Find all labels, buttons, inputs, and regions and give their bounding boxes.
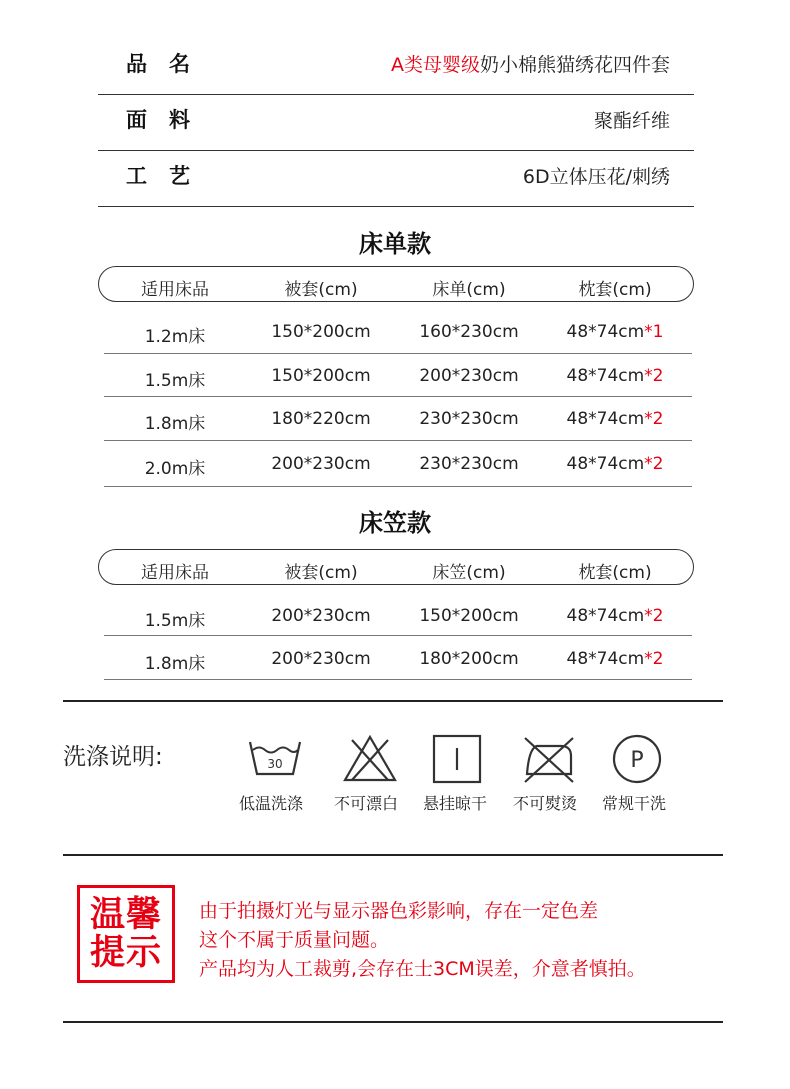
column-header: 适用床品 xyxy=(141,563,209,583)
spec-label: 面料 xyxy=(126,108,212,132)
table-cell xyxy=(540,649,690,669)
row-divider xyxy=(104,679,692,680)
care-text-wash: 低温洗涤 xyxy=(238,794,303,813)
no-bleach-icon xyxy=(342,734,398,784)
spec-label: 品名 xyxy=(126,52,212,76)
row-divider xyxy=(104,396,692,397)
table-cell: 230*230cm xyxy=(419,454,519,474)
column-header: 适用床品 xyxy=(141,280,209,300)
care-text-bleach: 不可漂白 xyxy=(333,794,398,813)
care-text-dryclean: 常规干洗 xyxy=(601,794,666,813)
table-cell: 1.5m床 xyxy=(144,371,206,391)
care-label: 洗涤说明: xyxy=(63,744,163,770)
wash-temp: 30 xyxy=(267,757,283,771)
spec-row-name xyxy=(98,38,694,95)
pillow-qty: *2 xyxy=(644,606,664,626)
product-name: 奶小棉熊猫绣花四件套 xyxy=(479,54,670,76)
column-header: 被套(cm) xyxy=(284,280,358,300)
no-iron-icon xyxy=(521,734,577,784)
spec-value: 6D立体压花/刺绣 xyxy=(522,166,670,188)
pillow-size: 48*74cm xyxy=(566,322,645,342)
pillow-size: 48*74cm xyxy=(566,606,645,626)
section-divider xyxy=(63,854,723,856)
pillow-size: 48*74cm xyxy=(566,366,645,386)
spec-value: 聚酯纤维 xyxy=(593,110,670,132)
table-cell: 230*230cm xyxy=(419,409,519,429)
table-cell xyxy=(540,409,690,429)
section-title-fitted: 床笠款 xyxy=(359,509,431,537)
notice-line: 这个不属于质量问题。 xyxy=(199,929,390,951)
table-cell: 180*200cm xyxy=(419,649,519,669)
spec-row-craft xyxy=(98,150,694,207)
pillow-size: 48*74cm xyxy=(566,454,645,474)
table-cell: 1.8m床 xyxy=(144,654,206,674)
spec-value xyxy=(391,50,670,77)
table-cell xyxy=(540,322,690,342)
pillow-qty: *2 xyxy=(644,366,664,386)
wash-30-icon xyxy=(247,734,303,784)
pillow-qty: *2 xyxy=(644,409,664,429)
row-divider xyxy=(104,486,692,487)
care-text-iron: 不可熨烫 xyxy=(512,794,577,813)
pillow-qty: *1 xyxy=(644,322,664,342)
table-cell xyxy=(540,366,690,386)
table-cell: 150*200cm xyxy=(271,366,371,386)
row-divider xyxy=(104,440,692,441)
table-cell: 180*220cm xyxy=(271,409,371,429)
table-cell: 200*230cm xyxy=(271,649,371,669)
row-divider xyxy=(104,353,692,354)
dry-clean-letter: P xyxy=(630,748,644,773)
table-cell: 150*200cm xyxy=(271,322,371,342)
pillow-qty: *2 xyxy=(644,649,664,669)
notice-badge xyxy=(77,885,175,983)
table-cell: 200*230cm xyxy=(271,606,371,626)
dry-clean-icon xyxy=(609,734,665,784)
table-cell: 150*200cm xyxy=(419,606,519,626)
table-cell xyxy=(540,606,690,626)
table-cell xyxy=(540,454,690,474)
column-header: 枕套(cm) xyxy=(578,563,652,583)
table-cell: 200*230cm xyxy=(271,454,371,474)
grade-highlight: A类母婴级 xyxy=(390,54,480,76)
spec-label: 工艺 xyxy=(126,164,212,188)
table-cell: 1.2m床 xyxy=(144,327,206,347)
pillow-size: 48*74cm xyxy=(566,649,645,669)
notice-line: 产品均为人工裁剪,会存在士3CM误差，介意者慎拍。 xyxy=(199,958,646,980)
care-text-dry: 悬挂晾干 xyxy=(422,794,487,813)
table-cell: 160*230cm xyxy=(419,322,519,342)
section-divider xyxy=(63,1021,723,1023)
column-header: 被套(cm) xyxy=(284,563,358,583)
table-cell: 1.8m床 xyxy=(144,414,206,434)
pillow-qty: *2 xyxy=(644,454,664,474)
table-cell: 200*230cm xyxy=(419,366,519,386)
section-title-sheet: 床单款 xyxy=(359,230,431,258)
column-header: 床笠(cm) xyxy=(432,563,506,583)
column-header: 床单(cm) xyxy=(432,280,506,300)
notice-line: 由于拍摄灯光与显示器色彩影响，存在一定色差 xyxy=(199,900,599,922)
spec-row-fabric xyxy=(98,94,694,151)
notice-badge-line2: 提示 xyxy=(89,933,162,973)
table-cell: 2.0m床 xyxy=(144,459,206,479)
column-header: 枕套(cm) xyxy=(578,280,652,300)
table-cell: 1.5m床 xyxy=(144,611,206,631)
notice-badge-line1: 温馨 xyxy=(89,895,162,935)
hang-dry-icon xyxy=(430,734,486,784)
pillow-size: 48*74cm xyxy=(566,409,645,429)
row-divider xyxy=(104,635,692,636)
section-divider xyxy=(63,700,723,702)
